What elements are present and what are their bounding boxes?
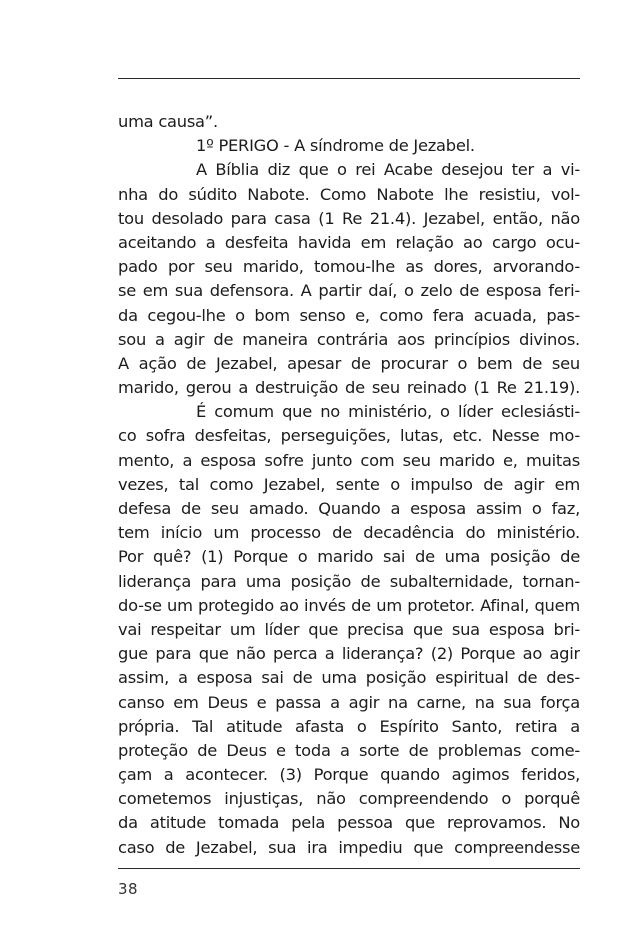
text-line: tem início um processo de decadência do ministério.	[118, 523, 580, 543]
text-line: do-se um protegido ao invés de um protetor. Afinal, quem	[118, 595, 580, 615]
text-line: defesa de seu amado. Quando a esposa assim o faz,	[118, 499, 580, 518]
text-line: 1º PERIGO - A síndrome de Jezabel.	[196, 136, 475, 156]
text-line: A ação de Jezabel, apesar de procurar o bem de seu	[118, 353, 580, 373]
text-line: canso em Deus e passa a agir na carne, na sua força	[118, 692, 580, 712]
text-line: cometemos injustiças, não compreendendo o porquê	[118, 789, 580, 809]
text-line: caso de Jezabel, sua ira impediu que compreendesse	[118, 837, 580, 857]
text-line: própria. Tal atitude afasta o Espírito Santo, retira a	[118, 716, 580, 736]
text-line: É comum que no ministério, o líder eclesiásti-	[196, 402, 580, 422]
page-body-text	[118, 110, 580, 860]
text-line: marido, gerou a destruição de seu reinado (1 Re 21.19).	[118, 378, 580, 398]
text-line: uma causa”.	[118, 112, 218, 131]
text-line: mento, a esposa sofre junto com seu marido e, muitas	[118, 450, 580, 470]
text-line: çam a acontecer. (3) Porque quando agimos feridos,	[118, 765, 580, 785]
header-rule	[118, 78, 580, 79]
text-line: liderança para uma posição de subalternidade, tornan-	[118, 571, 580, 591]
text-line: assim, a esposa sai de uma posição espiritual de des-	[118, 668, 580, 688]
text-line: sou a agir de maneira contrária aos princípios divinos.	[118, 329, 580, 349]
text-line: tou desolado para casa (1 Re 21.4). Jezabel, então, não	[118, 208, 580, 228]
page-number: 38	[118, 880, 139, 898]
text-line: Por quê? (1) Porque o marido sai de uma posição de	[118, 547, 580, 567]
footer-rule	[118, 868, 580, 869]
text-line: vai respeitar um líder que precisa que sua esposa bri-	[118, 619, 580, 639]
text-line: gue para que não perca a liderança? (2) Porque ao agir	[118, 644, 580, 664]
text-line: se em sua defensora. A partir daí, o zelo de esposa feri-	[118, 281, 580, 301]
text-line: pado por seu marido, tomou-lhe as dores, arvorando-	[118, 257, 580, 277]
text-line: proteção de Deus e toda a sorte de problemas come-	[118, 740, 580, 760]
text-line: aceitando a desfeita havida em relação ao cargo ocu-	[118, 232, 580, 252]
text-line: vezes, tal como Jezabel, sente o impulso de agir em	[118, 474, 580, 494]
text-line: co sofra desfeitas, perseguições, lutas, etc. Nesse mo-	[118, 426, 580, 446]
text-line: da cegou-lhe o bom senso e, como fera acuada, pas-	[118, 305, 580, 325]
text-line: A Bíblia diz que o rei Acabe desejou ter a vi-	[196, 160, 580, 180]
text-line: da atitude tomada pela pessoa que reprovamos. No	[118, 813, 580, 833]
text-line: nha do súdito Nabote. Como Nabote lhe resistiu, vol-	[118, 184, 580, 204]
